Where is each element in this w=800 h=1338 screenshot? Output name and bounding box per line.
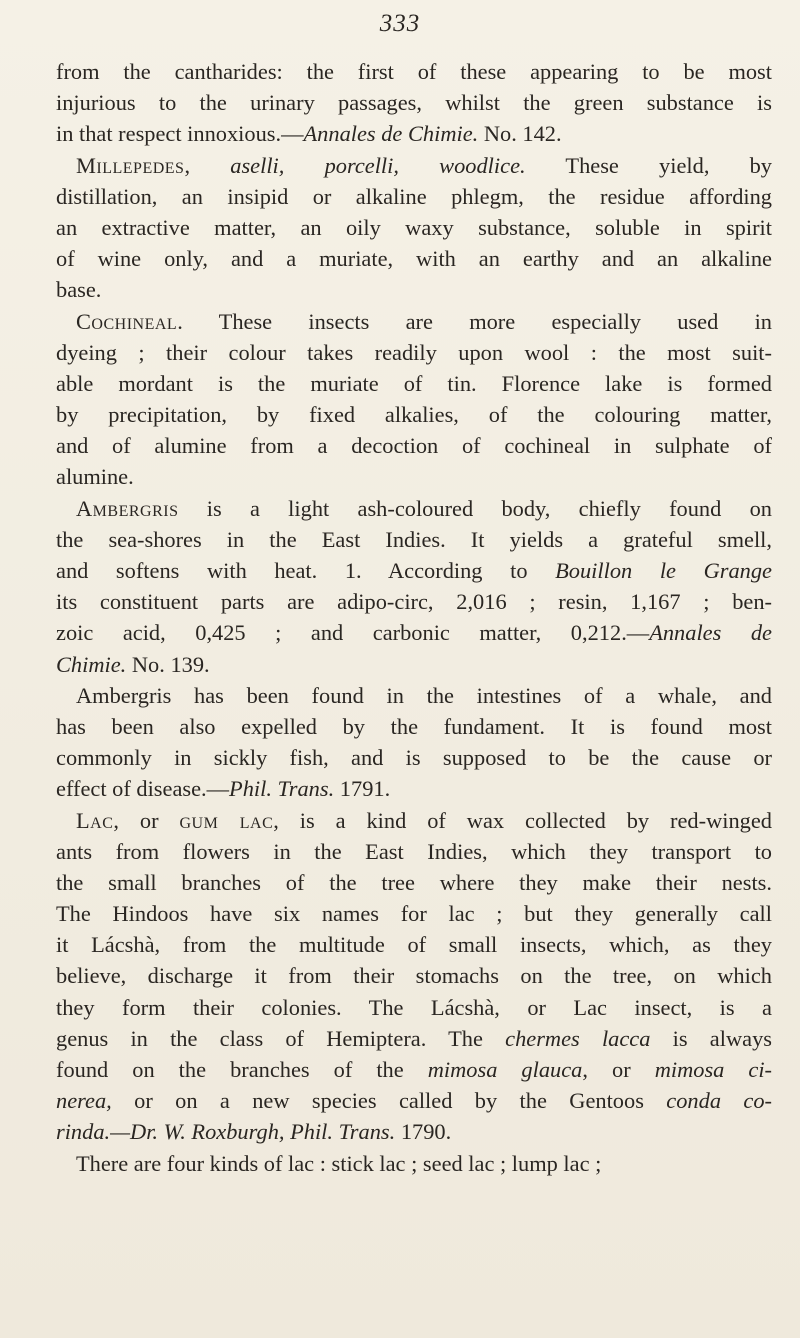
text-segment: zoic acid, 0,425 ; and carbonic matter, 0,212.— <box>56 620 650 646</box>
text-segment: from the cantharides: the first of these appearing to be most <box>56 59 772 84</box>
text-line <box>56 56 772 87</box>
text-segment: believe, discharge it from their stomachs on the tree, on which <box>56 963 772 989</box>
text-segment: the small branches of the tree where they make their nests. <box>56 869 772 895</box>
text-segment: No. 139. <box>126 651 210 677</box>
text-line <box>56 461 772 492</box>
text-segment: in that respect innoxious.— <box>56 121 304 147</box>
text-segment: by precipitation, by fixed alkalies, of the colouring matter, <box>56 402 772 428</box>
text-line <box>56 87 772 118</box>
text-segment: or on a new species called by the Gentoos <box>111 1088 667 1114</box>
text-segment: . These insects are more especially used in <box>177 308 772 334</box>
italic-text: Bouillon le Grange <box>555 558 772 583</box>
text-line <box>56 742 772 773</box>
entry-heading: gum lac <box>179 807 274 833</box>
text-line <box>56 368 772 399</box>
entry-heading: Lac <box>76 807 114 833</box>
text-line <box>56 680 772 711</box>
text-line <box>56 711 772 742</box>
italic-text: rinda.—Dr. W. Roxburgh, Phil. Trans. <box>56 1119 396 1145</box>
text-line <box>56 617 772 648</box>
text-segment: , or <box>582 1057 655 1082</box>
italic-text: nerea, <box>56 1088 112 1114</box>
text-line <box>56 399 772 430</box>
text-segment: is a light ash-coloured body, chiefly found on <box>178 495 772 521</box>
text-line <box>56 929 772 960</box>
italic-text: aselli, porcelli, woodlice. <box>230 152 526 178</box>
text-line <box>56 1148 772 1179</box>
text-segment: There are four kinds of lac : stick lac ; seed lac ; lump lac ; <box>76 1150 602 1176</box>
text-line <box>56 836 772 867</box>
text-segment: of wine only, and a muriate, with an earthy and an alkaline <box>56 246 772 272</box>
text-line <box>56 898 772 929</box>
text-line <box>56 805 772 836</box>
text-segment: the sea-shores in the East Indies. It yields a grateful smell, <box>56 526 772 552</box>
italic-text: Annales de Chimie. <box>303 121 479 147</box>
text-segment: and of alumine from a decoction of cochineal in sulphate of <box>56 433 772 459</box>
text-line <box>56 1023 772 1054</box>
italic-text: Phil. Trans. <box>229 776 335 802</box>
text-segment: they form their colonies. The Lácshà, or Lac insect, is a <box>56 994 772 1020</box>
text-line <box>56 243 772 274</box>
text-segment: distillation, an insipid or alkaline phlegm, the residue affording <box>56 183 772 209</box>
italic-text: Chimie. <box>56 651 127 677</box>
text-line <box>56 1116 772 1147</box>
text-segment: ants from flowers in the East Indies, which they transport to <box>56 838 772 864</box>
text-line <box>56 555 772 586</box>
text-segment: effect of disease.— <box>56 776 230 802</box>
text-segment: found on the branches of the <box>56 1057 428 1082</box>
text-segment: is always <box>650 1025 772 1051</box>
text-segment: No. 142. <box>478 121 562 147</box>
text-segment: has been also expelled by the fundament. It is found most <box>56 713 772 739</box>
italic-text: chermes lacca <box>505 1025 651 1051</box>
text-segment: These yield, by <box>525 152 772 178</box>
italic-text: Annales de <box>649 620 772 646</box>
text-line <box>56 430 772 461</box>
text-line <box>56 867 772 898</box>
text-segment: alumine. <box>56 464 134 490</box>
text-segment: 1791. <box>334 776 391 802</box>
text-segment: base. <box>56 277 102 303</box>
text-segment: , or <box>113 807 180 833</box>
text-line <box>56 1085 772 1116</box>
text-segment: The Hindoos have six names for lac ; but they generally call <box>56 901 772 927</box>
text-line <box>56 150 772 181</box>
italic-text: mimosa glauca <box>427 1057 583 1082</box>
italic-text: mimosa ci- <box>654 1057 772 1082</box>
text-segment: , is a kind of wax collected by red-winged <box>273 807 773 833</box>
text-line <box>56 773 772 804</box>
text-segment: it Lácshà, from the multitude of small insects, which, as they <box>56 932 772 958</box>
text-line <box>56 960 772 991</box>
text-segment: 1790. <box>395 1119 452 1145</box>
text-segment: dyeing ; their colour takes readily upon wool : the most suit- <box>56 339 772 365</box>
text-line <box>56 586 772 617</box>
entry-heading: Cochineal <box>76 308 178 334</box>
text-segment: its constituent parts are adipo-circ, 2,016 ; resin, 1,167 ; ben- <box>56 589 772 615</box>
text-line <box>56 992 772 1023</box>
text-line <box>56 181 772 212</box>
italic-text: conda co- <box>666 1088 772 1114</box>
entry-heading: Millepedes <box>76 152 185 178</box>
text-line <box>56 1054 772 1085</box>
text-line <box>56 212 772 243</box>
text-line <box>56 524 772 555</box>
text-line <box>56 118 772 149</box>
text-line <box>56 493 772 524</box>
text-line <box>56 306 772 337</box>
text-line <box>56 274 772 305</box>
text-segment: an extractive matter, an oily waxy substance, soluble in spirit <box>56 214 772 240</box>
text-segment: injurious to the urinary passages, whilst the green substance is <box>56 90 772 116</box>
text-line <box>56 649 772 680</box>
text-line <box>56 337 772 368</box>
page-number: 333 <box>379 10 421 37</box>
text-segment: , <box>184 152 231 178</box>
text-segment: able mordant is the muriate of tin. Florence lake is formed <box>56 370 772 396</box>
text-segment: Ambergris has been found in the intestines of a whale, and <box>76 682 772 708</box>
body-text <box>56 56 772 1179</box>
text-segment: genus in the class of Hemiptera. The <box>56 1025 506 1051</box>
text-segment: commonly in sickly fish, and is supposed to be the cause or <box>56 745 772 771</box>
entry-heading: Ambergris <box>76 495 179 521</box>
text-segment: and softens with heat. 1. According to <box>56 558 556 583</box>
